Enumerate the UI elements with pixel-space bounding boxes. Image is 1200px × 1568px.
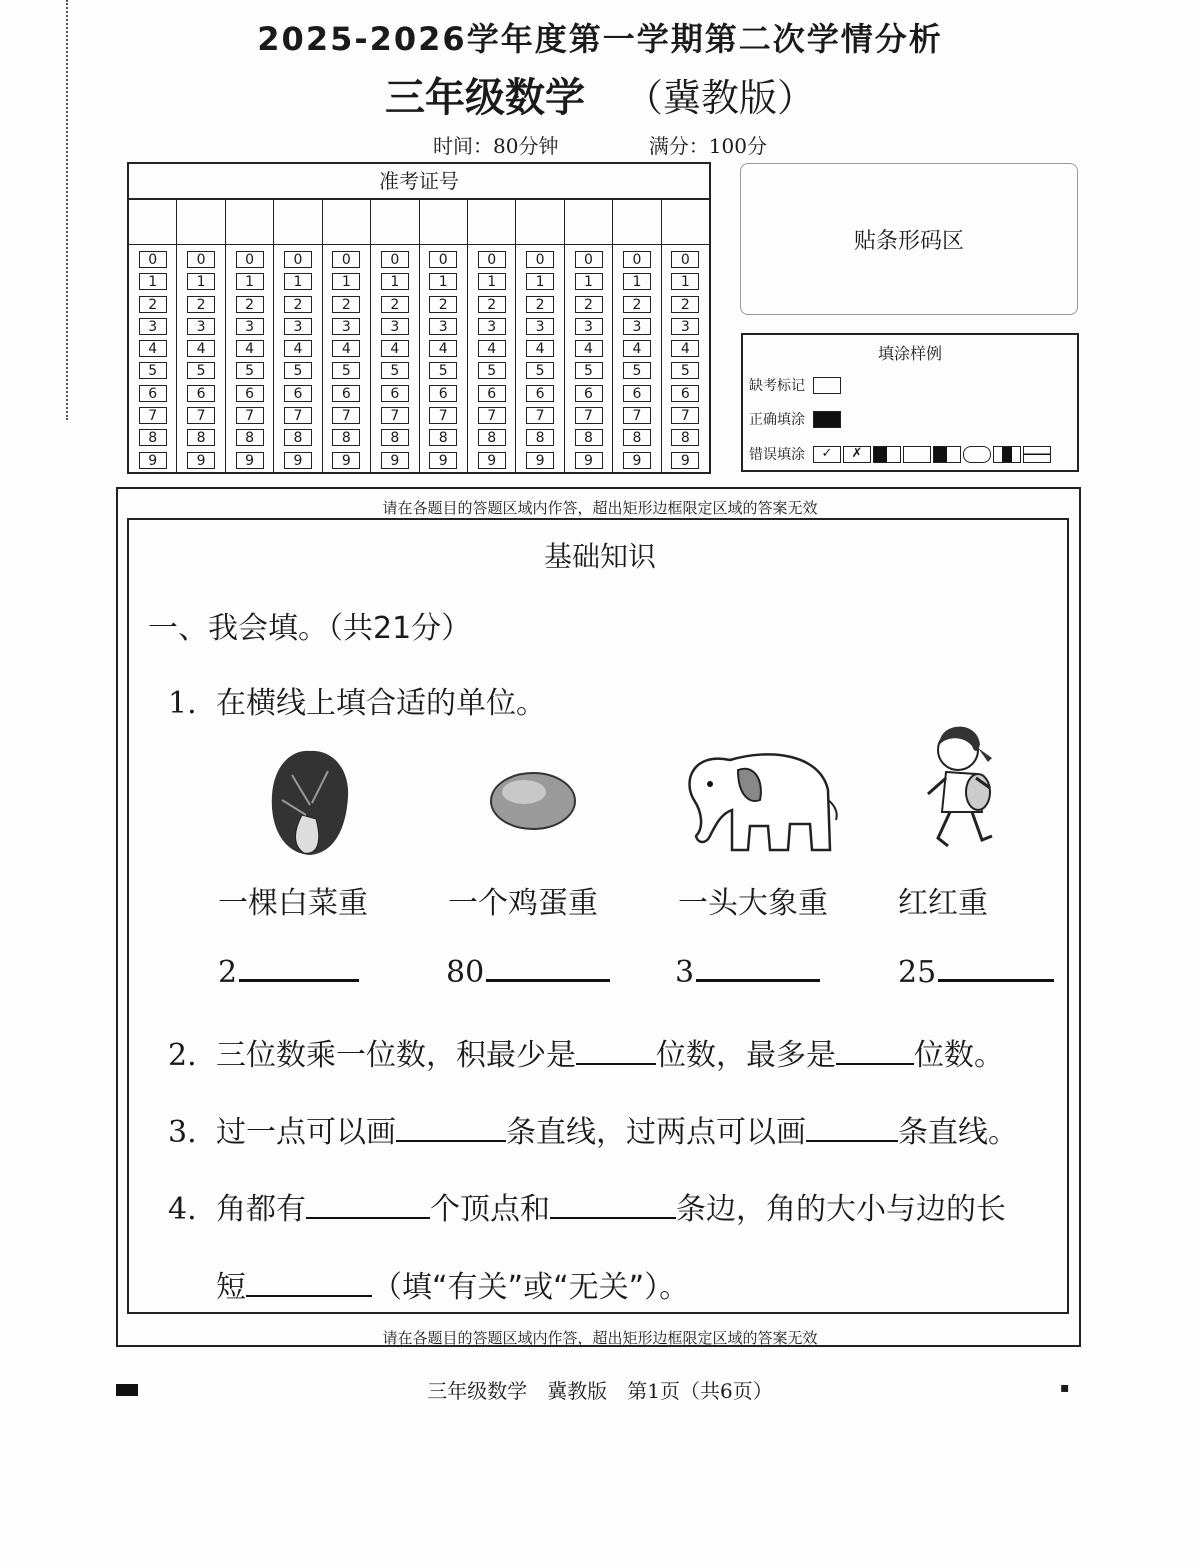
digit-bubble[interactable]: 4 bbox=[623, 340, 651, 357]
subject-title bbox=[0, 66, 1200, 123]
exam-number-column bbox=[323, 200, 371, 474]
exam-title: 2025-2026学年度第一学期第二次学情分析 bbox=[257, 20, 943, 58]
digit-bubbles bbox=[516, 245, 563, 474]
caption-egg: 一个鸡蛋重 bbox=[448, 886, 598, 921]
digit-bubble[interactable]: 5 bbox=[429, 362, 457, 379]
question-number: 2. bbox=[168, 1038, 197, 1073]
value-elephant: 3 bbox=[675, 955, 695, 990]
exam-number-write-cell[interactable] bbox=[516, 200, 563, 245]
absent-label: 缺考标记 bbox=[749, 378, 805, 394]
alignment-mark-right: ▪ bbox=[1060, 1380, 1070, 1396]
digit-bubble[interactable]: 8 bbox=[429, 429, 457, 446]
digit-bubble[interactable]: 0 bbox=[187, 251, 215, 268]
q4-blank-3[interactable] bbox=[246, 1269, 372, 1297]
digit-bubble[interactable]: 3 bbox=[623, 318, 651, 335]
digit-bubble[interactable]: 2 bbox=[187, 296, 215, 313]
digit-bubble[interactable]: 9 bbox=[671, 452, 699, 469]
digit-bubble[interactable]: 8 bbox=[575, 429, 603, 446]
unit-blank-cabbage[interactable] bbox=[239, 957, 359, 982]
exam-number-column bbox=[662, 200, 709, 474]
wrong-circle-sample bbox=[963, 446, 991, 463]
exam-number-column bbox=[226, 200, 274, 474]
digit-bubble[interactable]: 5 bbox=[623, 362, 651, 379]
digit-bubble[interactable]: 7 bbox=[284, 407, 312, 424]
digit-bubble[interactable]: 0 bbox=[478, 251, 506, 268]
digit-bubble[interactable]: 7 bbox=[575, 407, 603, 424]
q4-text-e: （填“有关”或“无关”）。 bbox=[372, 1270, 690, 1305]
digit-bubble[interactable]: 5 bbox=[671, 362, 699, 379]
wrong-row bbox=[749, 444, 1051, 464]
q3-blank-2[interactable] bbox=[806, 1114, 898, 1142]
exam-number-write-cell[interactable] bbox=[468, 200, 515, 245]
digit-bubble[interactable]: 5 bbox=[332, 362, 360, 379]
digit-bubble[interactable]: 8 bbox=[284, 429, 312, 446]
digit-bubble[interactable]: 6 bbox=[575, 385, 603, 402]
digit-bubble[interactable]: 1 bbox=[671, 273, 699, 290]
subject-name: 三年级数学 bbox=[384, 74, 585, 121]
question-1 bbox=[168, 678, 546, 722]
digit-bubble[interactable]: 4 bbox=[236, 340, 264, 357]
digit-bubble[interactable]: 8 bbox=[332, 429, 360, 446]
digit-bubble[interactable]: 6 bbox=[381, 385, 409, 402]
value-cabbage: 2 bbox=[218, 955, 238, 990]
digit-bubble[interactable]: 1 bbox=[187, 273, 215, 290]
exam-number-column bbox=[177, 200, 225, 474]
exam-number-write-cell[interactable] bbox=[323, 200, 370, 245]
digit-bubble[interactable]: 6 bbox=[429, 385, 457, 402]
question-number: 1. bbox=[168, 686, 197, 721]
digit-bubble[interactable]: 3 bbox=[526, 318, 554, 335]
digit-bubble[interactable]: 1 bbox=[575, 273, 603, 290]
digit-bubble[interactable]: 5 bbox=[139, 362, 167, 379]
digit-bubble[interactable]: 0 bbox=[236, 251, 264, 268]
digit-bubble[interactable]: 7 bbox=[139, 407, 167, 424]
wrong-dash-sample bbox=[1023, 446, 1051, 463]
q4-blank-2[interactable] bbox=[550, 1191, 676, 1219]
digit-bubble[interactable]: 1 bbox=[478, 273, 506, 290]
exam-number-write-cell[interactable] bbox=[226, 200, 273, 245]
digit-bubble[interactable]: 0 bbox=[139, 251, 167, 268]
digit-bubble[interactable]: 7 bbox=[671, 407, 699, 424]
exam-number-write-cell[interactable] bbox=[274, 200, 321, 245]
digit-bubble[interactable]: 5 bbox=[284, 362, 312, 379]
warning-bottom: 请在各题目的答题区域内作答，超出矩形边框限定区域的答案无效 bbox=[382, 1329, 818, 1347]
digit-bubble[interactable]: 6 bbox=[236, 385, 264, 402]
wrong-half-sample bbox=[873, 446, 901, 463]
digit-bubbles bbox=[613, 245, 660, 474]
correct-row bbox=[749, 409, 841, 429]
q2-blank-1[interactable] bbox=[576, 1037, 656, 1065]
elephant-illustration bbox=[680, 740, 840, 858]
fill-sample-box bbox=[741, 333, 1079, 472]
exam-number-box bbox=[127, 162, 711, 474]
absent-row bbox=[749, 375, 841, 395]
digit-bubble[interactable]: 2 bbox=[332, 296, 360, 313]
exam-number-write-cell[interactable] bbox=[420, 200, 467, 245]
digit-bubble[interactable]: 3 bbox=[139, 318, 167, 335]
exam-number-column bbox=[613, 200, 661, 474]
digit-bubble[interactable]: 4 bbox=[284, 340, 312, 357]
digit-bubble[interactable]: 2 bbox=[478, 296, 506, 313]
digit-bubble[interactable]: 6 bbox=[187, 385, 215, 402]
digit-bubble[interactable]: 5 bbox=[236, 362, 264, 379]
part-one-heading: 一、我会填。（共21分） bbox=[148, 611, 472, 646]
question-4 bbox=[168, 1184, 1006, 1228]
digit-bubble[interactable]: 2 bbox=[284, 296, 312, 313]
digit-bubble[interactable]: 6 bbox=[671, 385, 699, 402]
digit-bubble[interactable]: 9 bbox=[478, 452, 506, 469]
digit-bubble[interactable]: 0 bbox=[284, 251, 312, 268]
digit-bubble[interactable]: 2 bbox=[623, 296, 651, 313]
answer-egg bbox=[446, 955, 610, 990]
warning-top: 请在各题目的答题区域内作答，超出矩形边框限定区域的答案无效 bbox=[382, 499, 818, 517]
digit-bubbles bbox=[371, 245, 418, 474]
digit-bubble[interactable]: 2 bbox=[526, 296, 554, 313]
digit-bubble[interactable]: 1 bbox=[381, 273, 409, 290]
digit-bubbles bbox=[129, 245, 176, 474]
question-4-continued bbox=[216, 1262, 689, 1306]
exam-number-write-cell[interactable] bbox=[662, 200, 709, 245]
digit-bubble[interactable]: 2 bbox=[429, 296, 457, 313]
digit-bubble[interactable]: 7 bbox=[332, 407, 360, 424]
digit-bubble[interactable]: 8 bbox=[623, 429, 651, 446]
digit-bubble[interactable]: 3 bbox=[284, 318, 312, 335]
question-2 bbox=[168, 1030, 1004, 1074]
digit-bubble[interactable]: 6 bbox=[623, 385, 651, 402]
exam-number-write-cell[interactable] bbox=[177, 200, 224, 245]
digit-bubble[interactable]: 7 bbox=[429, 407, 457, 424]
digit-bubble[interactable]: 5 bbox=[478, 362, 506, 379]
exam-number-column bbox=[129, 200, 177, 474]
digit-bubble[interactable]: 1 bbox=[623, 273, 651, 290]
exam-number-column bbox=[274, 200, 322, 474]
q2-text-c: 位数。 bbox=[914, 1038, 1004, 1073]
exam-number-column bbox=[468, 200, 516, 474]
digit-bubble[interactable]: 8 bbox=[187, 429, 215, 446]
q4-text-a: 角都有 bbox=[216, 1192, 306, 1227]
digit-bubble[interactable]: 6 bbox=[332, 385, 360, 402]
digit-bubble[interactable]: 3 bbox=[478, 318, 506, 335]
q4-text-c: 条边，角的大小与边的长 bbox=[676, 1192, 1006, 1227]
digit-bubble[interactable]: 5 bbox=[575, 362, 603, 379]
digit-bubble[interactable]: 1 bbox=[526, 273, 554, 290]
digit-bubble[interactable]: 1 bbox=[332, 273, 360, 290]
exam-number-write-cell[interactable] bbox=[565, 200, 612, 245]
q2-text-b: 位数，最多是 bbox=[656, 1038, 836, 1073]
value-egg: 80 bbox=[446, 955, 485, 990]
value-girl: 25 bbox=[898, 955, 937, 990]
answer-cabbage bbox=[218, 955, 359, 990]
digit-bubble[interactable]: 7 bbox=[236, 407, 264, 424]
caption-cabbage: 一棵白菜重 bbox=[218, 886, 368, 921]
page-footer: 三年级数学 冀教版 第1页（共6页） bbox=[427, 1379, 773, 1403]
exam-number-column bbox=[565, 200, 613, 474]
exam-number-write-cell[interactable] bbox=[613, 200, 660, 245]
q4-blank-1[interactable] bbox=[306, 1191, 430, 1219]
binding-dotted-line bbox=[66, 0, 68, 420]
digit-bubble[interactable]: 4 bbox=[381, 340, 409, 357]
digit-bubble[interactable]: 3 bbox=[429, 318, 457, 335]
digit-bubble[interactable]: 9 bbox=[623, 452, 651, 469]
digit-bubble[interactable]: 7 bbox=[478, 407, 506, 424]
caption-girl: 红红重 bbox=[898, 886, 988, 921]
wrong-mid-sample bbox=[993, 446, 1021, 463]
girl-running-illustration bbox=[918, 714, 1002, 854]
digit-bubble[interactable]: 3 bbox=[381, 318, 409, 335]
digit-bubble[interactable]: 2 bbox=[671, 296, 699, 313]
digit-bubbles bbox=[323, 245, 370, 474]
digit-bubble[interactable]: 2 bbox=[575, 296, 603, 313]
digit-bubble[interactable]: 4 bbox=[526, 340, 554, 357]
digit-bubble[interactable]: 6 bbox=[139, 385, 167, 402]
digit-bubble[interactable]: 8 bbox=[381, 429, 409, 446]
digit-bubble[interactable]: 7 bbox=[187, 407, 215, 424]
digit-bubble[interactable]: 3 bbox=[332, 318, 360, 335]
digit-bubble[interactable]: 9 bbox=[284, 452, 312, 469]
answer-girl bbox=[898, 955, 1054, 990]
digit-bubble[interactable]: 9 bbox=[332, 452, 360, 469]
egg-illustration bbox=[488, 770, 578, 832]
digit-bubble[interactable]: 3 bbox=[575, 318, 603, 335]
digit-bubbles bbox=[468, 245, 515, 474]
q3-text-c: 条直线。 bbox=[898, 1115, 1018, 1150]
wrong-cross-sample: ✗ bbox=[843, 446, 871, 463]
question-text: 在横线上填合适的单位。 bbox=[216, 686, 546, 721]
correct-fill-sample bbox=[813, 411, 841, 428]
digit-bubble[interactable]: 1 bbox=[284, 273, 312, 290]
question-number: 4. bbox=[168, 1192, 197, 1227]
digit-bubble[interactable]: 3 bbox=[236, 318, 264, 335]
digit-bubbles bbox=[226, 245, 273, 474]
exam-number-write-cell[interactable] bbox=[371, 200, 418, 245]
digit-bubble[interactable]: 8 bbox=[236, 429, 264, 446]
unit-blank-girl[interactable] bbox=[938, 957, 1054, 982]
digit-bubble[interactable]: 3 bbox=[671, 318, 699, 335]
digit-bubble[interactable]: 5 bbox=[187, 362, 215, 379]
digit-bubble[interactable]: 0 bbox=[526, 251, 554, 268]
digit-bubble[interactable]: 1 bbox=[236, 273, 264, 290]
wrong-half-sample-2 bbox=[933, 446, 961, 463]
digit-bubble[interactable]: 4 bbox=[429, 340, 457, 357]
q4-text-d: 短 bbox=[216, 1270, 246, 1305]
digit-bubbles bbox=[177, 245, 224, 474]
exam-number-columns bbox=[129, 200, 709, 474]
absent-checkbox[interactable] bbox=[813, 377, 841, 394]
edition-label: （冀教版） bbox=[624, 76, 815, 120]
digit-bubble[interactable]: 9 bbox=[236, 452, 264, 469]
digit-bubble[interactable]: 9 bbox=[187, 452, 215, 469]
digit-bubble[interactable]: 9 bbox=[139, 452, 167, 469]
q4-text-b: 个顶点和 bbox=[430, 1192, 550, 1227]
digit-bubble[interactable]: 9 bbox=[575, 452, 603, 469]
digit-bubble[interactable]: 0 bbox=[623, 251, 651, 268]
exam-number-column bbox=[420, 200, 468, 474]
exam-number-write-cell[interactable] bbox=[129, 200, 176, 245]
q3-text-b: 条直线，过两点可以画 bbox=[506, 1115, 806, 1150]
digit-bubble[interactable]: 9 bbox=[526, 452, 554, 469]
digit-bubble[interactable]: 1 bbox=[139, 273, 167, 290]
fill-sample-title: 填涂样例 bbox=[877, 344, 942, 363]
exam-number-column bbox=[516, 200, 564, 474]
caption-elephant: 一头大象重 bbox=[678, 886, 828, 921]
digit-bubble[interactable]: 4 bbox=[575, 340, 603, 357]
digit-bubble[interactable]: 4 bbox=[139, 340, 167, 357]
digit-bubble[interactable]: 6 bbox=[526, 385, 554, 402]
digit-bubble[interactable]: 8 bbox=[526, 429, 554, 446]
digit-bubble[interactable]: 7 bbox=[623, 407, 651, 424]
digit-bubble[interactable]: 9 bbox=[429, 452, 457, 469]
digit-bubble[interactable]: 1 bbox=[429, 273, 457, 290]
section-title: 基础知识 bbox=[543, 540, 656, 573]
digit-bubble[interactable]: 7 bbox=[526, 407, 554, 424]
digit-bubble[interactable]: 5 bbox=[526, 362, 554, 379]
time-label: 时间：80分钟 bbox=[433, 134, 559, 158]
q2-blank-2[interactable] bbox=[836, 1037, 914, 1065]
digit-bubbles bbox=[274, 245, 321, 474]
exam-number-label: 准考证号 bbox=[129, 164, 709, 200]
digit-bubbles bbox=[662, 245, 709, 474]
wrong-check-sample: ✓ bbox=[813, 446, 841, 463]
digit-bubble[interactable]: 4 bbox=[671, 340, 699, 357]
barcode-label: 贴条形码区 bbox=[853, 228, 964, 254]
digit-bubble[interactable]: 8 bbox=[478, 429, 506, 446]
digit-bubble[interactable]: 4 bbox=[187, 340, 215, 357]
digit-bubble[interactable]: 0 bbox=[429, 251, 457, 268]
answer-elephant bbox=[675, 955, 820, 990]
wrong-empty-sample bbox=[903, 446, 931, 463]
digit-bubble[interactable]: 8 bbox=[139, 429, 167, 446]
question-3 bbox=[168, 1107, 1018, 1151]
unit-blank-egg[interactable] bbox=[486, 957, 610, 982]
digit-bubble[interactable]: 0 bbox=[381, 251, 409, 268]
digit-bubble[interactable]: 0 bbox=[332, 251, 360, 268]
digit-bubble[interactable]: 7 bbox=[381, 407, 409, 424]
digit-bubble[interactable]: 6 bbox=[284, 385, 312, 402]
unit-blank-elephant[interactable] bbox=[696, 957, 820, 982]
digit-bubble[interactable]: 3 bbox=[187, 318, 215, 335]
digit-bubble[interactable]: 6 bbox=[478, 385, 506, 402]
digit-bubble[interactable]: 4 bbox=[332, 340, 360, 357]
q2-text-a: 三位数乘一位数，积最少是 bbox=[216, 1038, 576, 1073]
digit-bubble[interactable]: 0 bbox=[575, 251, 603, 268]
wrong-label: 错误填涂 bbox=[749, 447, 805, 463]
digit-bubble[interactable]: 8 bbox=[671, 429, 699, 446]
correct-label: 正确填涂 bbox=[749, 412, 805, 428]
digit-bubble[interactable]: 2 bbox=[381, 296, 409, 313]
digit-bubble[interactable]: 2 bbox=[139, 296, 167, 313]
digit-bubble[interactable]: 2 bbox=[236, 296, 264, 313]
digit-bubbles bbox=[565, 245, 612, 474]
q3-blank-1[interactable] bbox=[396, 1114, 506, 1142]
barcode-area bbox=[740, 163, 1078, 315]
exam-meta bbox=[0, 130, 1200, 159]
score-label: 满分：100分 bbox=[648, 134, 767, 158]
digit-bubble[interactable]: 4 bbox=[478, 340, 506, 357]
digit-bubble[interactable]: 0 bbox=[671, 251, 699, 268]
digit-bubble[interactable]: 9 bbox=[381, 452, 409, 469]
digit-bubbles bbox=[420, 245, 467, 474]
cabbage-illustration bbox=[262, 745, 358, 860]
digit-bubble[interactable]: 5 bbox=[381, 362, 409, 379]
q3-text-a: 过一点可以画 bbox=[216, 1115, 396, 1150]
exam-number-column bbox=[371, 200, 419, 474]
question-number: 3. bbox=[168, 1115, 197, 1150]
